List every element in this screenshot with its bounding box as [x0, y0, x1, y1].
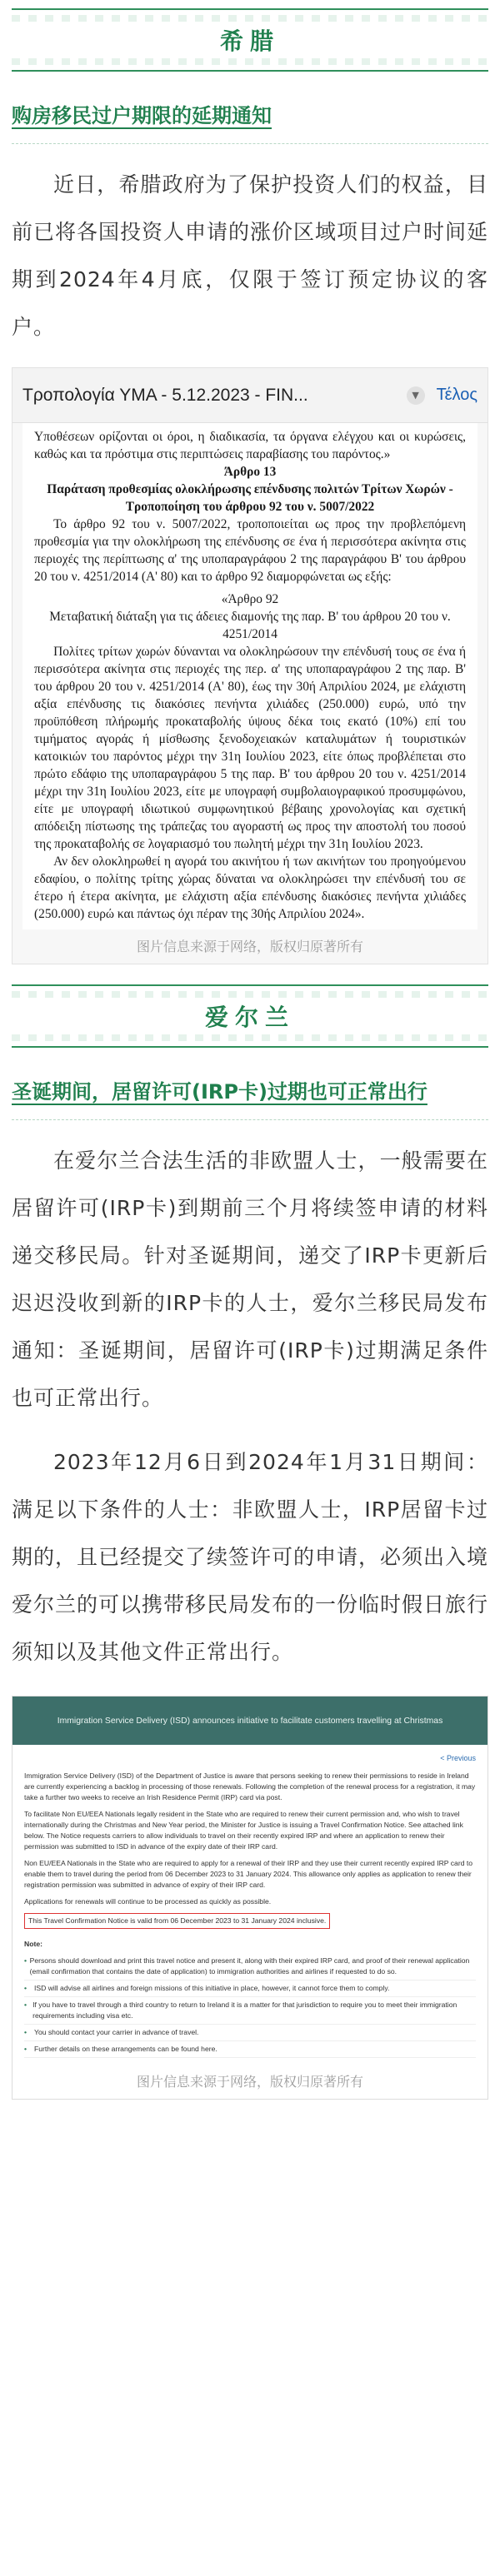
section-banner-ireland	[12, 984, 488, 1048]
notice-paragraph: Applications for renewals will continue to be processed as quickly as possible.	[24, 1897, 272, 1906]
document-page	[22, 423, 478, 929]
info-icon: •	[24, 2028, 28, 2036]
article-paragraph: 近日，希腊政府为了保护投资人们的权益，目前已将各国投资人申请的涨价区域项目过户时间延期到2024年4月底，仅限于签订预定协议的客户。	[12, 172, 489, 339]
list-item: • If you have to travel through a third country to return to Ireland it is a matter for that jurisdiction to require you to meet their immigration requirements including visa etc.	[24, 1997, 476, 2025]
list-item: • ISD will advise all airlines and foreign missions of this initiative in place, however, it cannot force them to comply.	[24, 1981, 476, 1997]
article-paragraph: 2023年12月6日到2024年1月31日期间：满足以下条件的人士：非欧盟人士，IRP居留卡过期的，且已经提交了续签许可的申请，必须出入境爱尔兰的可以携带移民局发布的一份临时假日旅行须知以及其他文件正常出行。	[12, 1450, 489, 1664]
doc-line: Αν δεν ολοκληρωθεί η αγορά του ακινήτου ή των ακινήτων του προηγούμενου εδαφίου, ο πολίτης τρίτης χώρας δύναται να ολοκληρώσει την επένδυσή του σε έτερο ή έτερα ακίνητα, με ελάχιστη αξία επένδυσης διακόσιες πενήντα χιλιάδες (250.000) ευρώ και πάντως όχι πέραν της 30ής Απριλίου 2024».	[34, 855, 466, 921]
list-item: • You should contact your carrier in advance of travel.	[24, 2025, 476, 2041]
section-headline: 圣诞期间，居留许可(IRP卡)过期也可正常出行	[12, 1069, 488, 1120]
note-label: Note:	[24, 1940, 42, 1948]
doc-line: Το άρθρο 92 του ν. 5007/2022, τροποποιείται ως προς την προβλεπόμενη προθεσμία για την ολοκλήρωση της επένδυσης σε ένα ή περισσότερα ακίνητα στις περιοχές της περίπτωσης α' της υποπαραγράφου 2 της παραγράφου Β' του άρθρου 20 του ν. 4251/2014 (Α' 80) και το άρθρο 92 διαμορφώνεται ως εξής:	[34, 517, 466, 584]
doc-article-subject: Μεταβατική διάταξη για τις άδειες διαμονής της παρ. Β' του άρθρου 20 του ν. 4251/2014	[49, 610, 451, 641]
validity-highlight: This Travel Confirmation Notice is valid from 06 December 2023 to 31 January 2024 inclusive.	[24, 1913, 330, 1929]
previous-link[interactable]: < Previous	[440, 1754, 476, 1762]
list-item: • Further details on these arrangements can be found here.	[24, 2041, 476, 2058]
country-title: 爱尔兰	[204, 1004, 295, 1031]
info-icon: •	[24, 2045, 28, 2053]
notice-banner: Immigration Service Delivery (ISD) announces initiative to facilitate customers travelling at Christmas	[12, 1697, 488, 1745]
doc-article-heading: «Άρθρο 92	[221, 592, 279, 606]
doc-line: Υποθέσεων ορίζονται οι όροι, η διαδικασία, τα όργανα ελέγχου και οι κυρώσεις, καθώς και τα πρόστιμα στις περιπτώσεις παραβίασης του παρόντος.»	[34, 430, 466, 461]
doc-article-subject: Παράταση προθεσμίας ολοκλήρωσης επένδυσης πολιτών Τρίτων Χωρών - Τροποποίηση του άρθρου 92 του ν. 5007/2022	[47, 482, 453, 514]
image-caption: 图片信息来源于网络，版权归原著所有	[12, 2065, 488, 2099]
doc-article-heading: Άρθρο 13	[223, 465, 277, 479]
article-paragraph: 在爱尔兰合法生活的非欧盟人士，一般需要在居留许可(IRP卡)到期前三个月将续签申请的材料递交移民局。针对圣诞期间，递交了IRP卡更新后迟迟没收到新的IRP卡的人士，爱尔兰移民局发布通知：圣诞期间，居留许可(IRP卡)过期满足条件也可正常出行。	[12, 1148, 488, 1410]
list-item: • Persons should download and print this travel notice and present it, along with their expired IRP card, and proof of their renewal application (email confirmation that contains the date of application) to immigration authorities and airlines if requested to do so.	[24, 1953, 476, 1981]
notice-paragraph: To facilitate Non EU/EEA Nationals legally resident in the State who are required to renew their current permission and, who wish to travel internationally during the Christmas and New Year period, the Minister for Justice is issuing a Travel Confirmation Notice. See attached link below. The Notice requests carriers to allow individuals to travel on their recently expired IRP and where an application to renew their permission was submitted to ISD in advance of the expiry date of their IRP card.	[24, 1810, 463, 1851]
country-title: 希腊	[219, 27, 280, 55]
section-headline: 购房移民过户期限的延期通知	[12, 93, 488, 144]
done-button[interactable]: Τέλος	[436, 386, 478, 404]
info-icon: •	[24, 1984, 28, 1992]
document-screenshot	[12, 367, 488, 964]
notice-body	[12, 1745, 488, 2065]
document-viewer-header	[12, 368, 488, 423]
info-icon: •	[24, 1956, 28, 1965]
notice-paragraph: Non EU/EEA Nationals in the State who are required to apply for a renewal of their IRP and they use their current recently expired IRP card to enable them to travel during the period from 06 December 2023 to 31 January 2024. This allowance only applies as application to renew their registration permission was submitted in advance of expiry of their IRP card.	[24, 1859, 473, 1889]
image-caption: 图片信息来源于网络，版权归原著所有	[12, 929, 488, 964]
document-title: Τροπολογία ΥΜΑ - 5.12.2023 - FIN...	[22, 385, 308, 405]
info-icon: •	[24, 2001, 28, 2009]
notice-screenshot	[12, 1696, 488, 2100]
notice-paragraph: Immigration Service Delivery (ISD) of the Department of Justice is aware that persons seeking to renew their permissions to reside in Ireland are currently experiencing a backlog in processing of those renewals. Following the completion of the renewal process for a registration, it may take a further two weeks to receive an Irish Residence Permit (IRP) card via post.	[24, 1771, 476, 1801]
doc-line: Πολίτες τρίτων χωρών δύνανται να ολοκληρώσουν την επένδυσή τους σε ένα ή περισσότερα ακίνητα στις περιοχές της περ. α' της υποπαραγράφου 2 της παρ. Β' του άρθρου 20 του ν. 4251/2014 (Α' 80), έως την 30ή Απριλίου 2024, με ελάχιστη αξία επένδυσης τις διακόσιες πενήντα χιλιάδες (250.000) ευρώ, υπό την προϋπόθεση πλήρωμής προκαταβολής ύψους δέκα τοις εκατό (10%) επί του τιμήματος αγοράς ή μίσθωσης ξενοδοχειακών καταλυμάτων ή τουριστικών κατοικιών του παρόντος μέχρι την 31η Ιουλίου 2023, είτε όπως προβλέπεται στο πρώτο εδάφιο της υποπαραγράφου 5 της παρ. Β' του άρθρου 20 του ν. 4251/2014 μέχρι την 31η Ιουλίου 2023, είτε με υπογραφή συμβολαιογραφικού προσυμφώνου, είτε με υπογραφή ιδιωτικού συμφωνητικού βέβαιης χρονολογίας και σχετική απόδειξη πίστωσης της τράπεζας του αγοραστή ως προς την αποστολή του ποσού της προκαταβολής σε λογαριασμό του πωλητή μέχρι την 31η Ιουλίου 2023.	[34, 645, 466, 851]
chevron-down-icon[interactable]: ▼	[407, 386, 425, 405]
section-banner-greece	[12, 8, 488, 72]
